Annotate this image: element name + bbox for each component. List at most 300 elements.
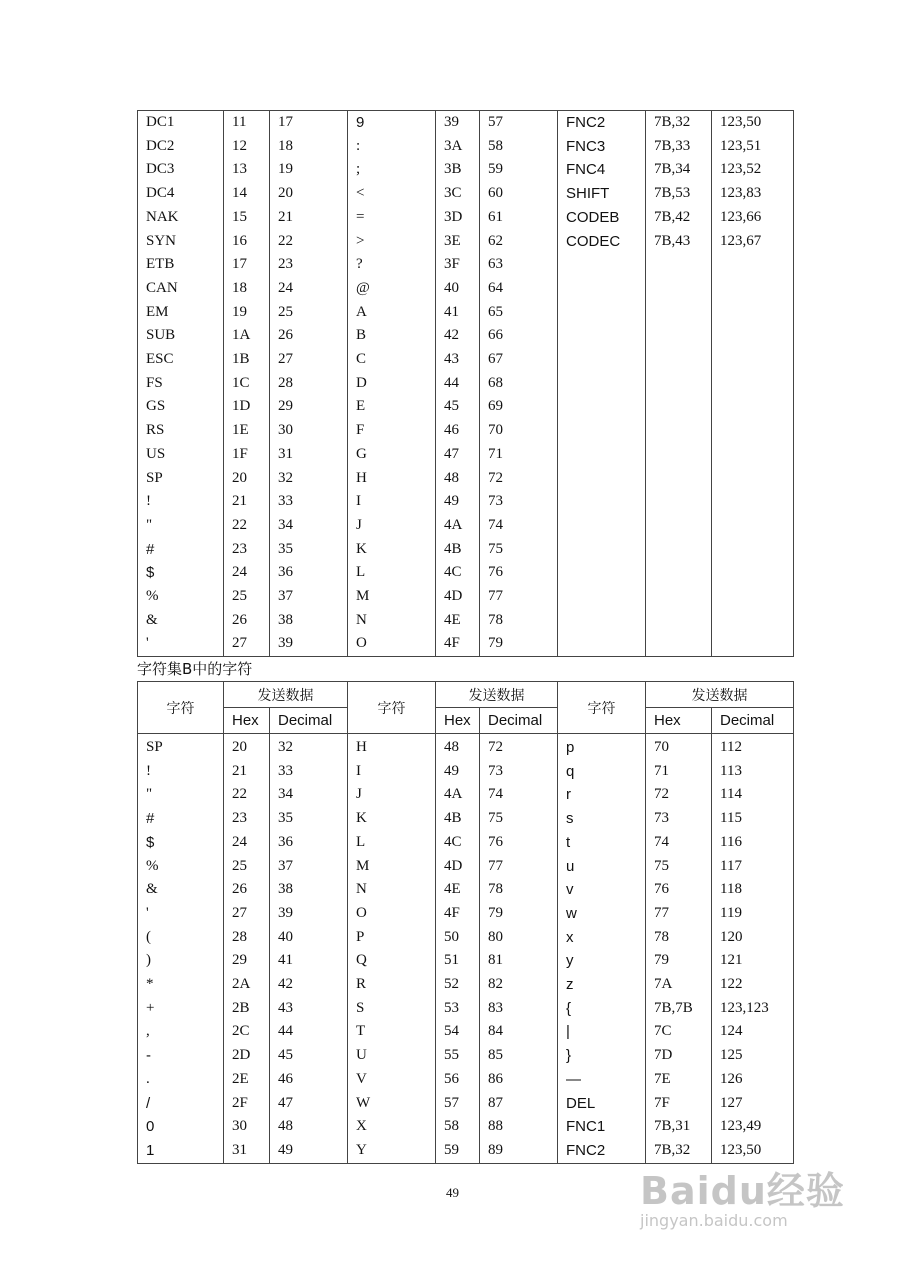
watermark-url: jingyan.baidu.com [640, 1211, 788, 1230]
cell-decimal: 125 [712, 1044, 794, 1068]
cell-hex: 7B,42 [646, 206, 712, 230]
cell-decimal: 30 [270, 419, 348, 443]
cell-char [558, 253, 646, 277]
cell-char: E [348, 395, 436, 419]
cell-char: Y [348, 1139, 436, 1163]
cell-decimal: 120 [712, 926, 794, 950]
cell-hex: 7B,32 [646, 1139, 712, 1163]
cell-char: ? [348, 253, 436, 277]
table-row [138, 372, 794, 396]
cell-char: $ [138, 561, 224, 585]
cell-char: t [558, 831, 646, 855]
cell-decimal: 117 [712, 855, 794, 879]
cell-hex: 27 [224, 902, 270, 926]
cell-decimal: 36 [270, 831, 348, 855]
cell-hex: 16 [224, 230, 270, 254]
table-row [138, 182, 794, 206]
cell-decimal [712, 372, 794, 396]
cell-char: SUB [138, 324, 224, 348]
header-char: 字符 [138, 682, 224, 734]
cell-decimal: 24 [270, 277, 348, 301]
cell-hex: 3F [436, 253, 480, 277]
cell-decimal: 72 [480, 734, 558, 760]
cell-hex: 3B [436, 158, 480, 182]
cell-hex: 3C [436, 182, 480, 206]
cell-char: M [348, 855, 436, 879]
table-row [138, 807, 794, 831]
character-set-b-table [137, 681, 794, 1164]
cell-decimal: 82 [480, 973, 558, 997]
cell-char [558, 609, 646, 633]
cell-decimal: 38 [270, 878, 348, 902]
cell-decimal: 28 [270, 372, 348, 396]
cell-hex: 56 [436, 1068, 480, 1092]
cell-char: % [138, 855, 224, 879]
cell-decimal: 75 [480, 807, 558, 831]
cell-decimal: 59 [480, 158, 558, 182]
cell-hex: 14 [224, 182, 270, 206]
cell-decimal: 44 [270, 1020, 348, 1044]
cell-decimal [712, 632, 794, 656]
cell-decimal: 17 [270, 111, 348, 135]
cell-hex: 24 [224, 561, 270, 585]
cell-hex: 25 [224, 585, 270, 609]
cell-char [558, 467, 646, 491]
cell-decimal: 119 [712, 902, 794, 926]
cell-decimal: 123,49 [712, 1115, 794, 1139]
cell-hex: 41 [436, 301, 480, 325]
cell-char: NAK [138, 206, 224, 230]
header-send-data: 发送数据 [436, 682, 558, 708]
cell-decimal [712, 538, 794, 562]
table-row [138, 1115, 794, 1139]
cell-char: US [138, 443, 224, 467]
cell-decimal: 18 [270, 135, 348, 159]
cell-char [558, 585, 646, 609]
header-send-data: 发送数据 [224, 682, 348, 708]
cell-hex [646, 348, 712, 372]
cell-char: s [558, 807, 646, 831]
cell-decimal: 37 [270, 585, 348, 609]
cell-hex: 79 [646, 949, 712, 973]
cell-decimal: 88 [480, 1115, 558, 1139]
cell-hex: 31 [224, 1139, 270, 1163]
cell-hex: 4B [436, 538, 480, 562]
cell-hex: 70 [646, 734, 712, 760]
cell-char: r [558, 783, 646, 807]
cell-char [558, 301, 646, 325]
cell-char: ! [138, 490, 224, 514]
cell-char: SP [138, 734, 224, 760]
cell-hex: 2D [224, 1044, 270, 1068]
cell-hex: 27 [224, 632, 270, 656]
cell-hex: 1A [224, 324, 270, 348]
cell-char [558, 561, 646, 585]
cell-char: " [138, 783, 224, 807]
cell-decimal: 115 [712, 807, 794, 831]
cell-decimal: 29 [270, 395, 348, 419]
cell-decimal: 83 [480, 997, 558, 1021]
cell-char: # [138, 538, 224, 562]
cell-hex: 28 [224, 926, 270, 950]
cell-hex [646, 561, 712, 585]
cell-hex: 7B,31 [646, 1115, 712, 1139]
cell-hex: 7A [646, 973, 712, 997]
cell-decimal: 58 [480, 135, 558, 159]
cell-decimal: 45 [270, 1044, 348, 1068]
cell-decimal: 126 [712, 1068, 794, 1092]
table-row [138, 949, 794, 973]
cell-char: W [348, 1092, 436, 1116]
cell-char [558, 490, 646, 514]
cell-char: SP [138, 467, 224, 491]
table-row [138, 632, 794, 656]
cell-decimal [712, 490, 794, 514]
cell-char: - [138, 1044, 224, 1068]
cell-char: $ [138, 831, 224, 855]
cell-decimal: 113 [712, 760, 794, 784]
cell-hex [646, 419, 712, 443]
cell-decimal: 87 [480, 1092, 558, 1116]
cell-hex: 7B,43 [646, 230, 712, 254]
cell-char: ESC [138, 348, 224, 372]
cell-char: N [348, 878, 436, 902]
cell-hex: 4D [436, 585, 480, 609]
cell-decimal: 20 [270, 182, 348, 206]
cell-decimal: 124 [712, 1020, 794, 1044]
cell-decimal: 65 [480, 301, 558, 325]
cell-decimal: 41 [270, 949, 348, 973]
cell-hex: 4A [436, 514, 480, 538]
cell-decimal: 37 [270, 855, 348, 879]
cell-hex: 49 [436, 760, 480, 784]
cell-char: X [348, 1115, 436, 1139]
cell-char: M [348, 585, 436, 609]
cell-hex: 21 [224, 760, 270, 784]
table-row [138, 609, 794, 633]
watermark-logo: Baidu经验 [640, 1169, 845, 1213]
cell-hex: 13 [224, 158, 270, 182]
cell-hex: 26 [224, 878, 270, 902]
cell-decimal: 35 [270, 807, 348, 831]
cell-decimal: 81 [480, 949, 558, 973]
cell-hex: 44 [436, 372, 480, 396]
cell-hex: 59 [436, 1139, 480, 1163]
cell-char: @ [348, 277, 436, 301]
cell-hex: 47 [436, 443, 480, 467]
cell-char: EM [138, 301, 224, 325]
cell-decimal: 69 [480, 395, 558, 419]
table-row [138, 1020, 794, 1044]
cell-hex [646, 253, 712, 277]
table-row [138, 973, 794, 997]
cell-hex: 42 [436, 324, 480, 348]
table-row [138, 831, 794, 855]
cell-hex: 2F [224, 1092, 270, 1116]
cell-decimal: 76 [480, 561, 558, 585]
cell-char [558, 372, 646, 396]
cell-char: < [348, 182, 436, 206]
cell-char: & [138, 609, 224, 633]
cell-hex: 20 [224, 734, 270, 760]
table-row [138, 1044, 794, 1068]
cell-hex: 48 [436, 734, 480, 760]
cell-decimal: 46 [270, 1068, 348, 1092]
cell-hex: 7E [646, 1068, 712, 1092]
cell-hex: 46 [436, 419, 480, 443]
cell-char: SYN [138, 230, 224, 254]
cell-char: V [348, 1068, 436, 1092]
cell-hex: 1C [224, 372, 270, 396]
cell-decimal: 72 [480, 467, 558, 491]
table-row [138, 324, 794, 348]
cell-char: q [558, 760, 646, 784]
cell-decimal: 64 [480, 277, 558, 301]
cell-char [558, 538, 646, 562]
cell-decimal: 73 [480, 760, 558, 784]
cell-hex [646, 372, 712, 396]
cell-char: # [138, 807, 224, 831]
cell-hex [646, 609, 712, 633]
cell-decimal: 121 [712, 949, 794, 973]
cell-hex: 72 [646, 783, 712, 807]
cell-char: S [348, 997, 436, 1021]
cell-hex: 39 [436, 111, 480, 135]
header-hex: Hex [436, 708, 480, 734]
cell-char: U [348, 1044, 436, 1068]
cell-char: . [138, 1068, 224, 1092]
cell-hex: 48 [436, 467, 480, 491]
cell-hex: 3E [436, 230, 480, 254]
cell-decimal: 118 [712, 878, 794, 902]
cell-hex: 7B,32 [646, 111, 712, 135]
table-row [138, 514, 794, 538]
cell-hex: 2B [224, 997, 270, 1021]
cell-decimal: 61 [480, 206, 558, 230]
cell-decimal: 79 [480, 632, 558, 656]
cell-char: DC1 [138, 111, 224, 135]
cell-hex: 52 [436, 973, 480, 997]
cell-hex: 4C [436, 561, 480, 585]
table-row [138, 395, 794, 419]
cell-char: I [348, 760, 436, 784]
cell-decimal: 78 [480, 878, 558, 902]
cell-char: SHIFT [558, 182, 646, 206]
cell-hex: 71 [646, 760, 712, 784]
cell-char: FNC2 [558, 1139, 646, 1163]
cell-hex: 49 [436, 490, 480, 514]
header-decimal: Decimal [480, 708, 558, 734]
table-row [138, 1092, 794, 1116]
cell-char: : [348, 135, 436, 159]
cell-decimal: 40 [270, 926, 348, 950]
cell-char: DC4 [138, 182, 224, 206]
cell-char: J [348, 783, 436, 807]
table-caption: 字符集B中的字符 [137, 660, 253, 678]
cell-hex: 23 [224, 807, 270, 831]
cell-char: 0 [138, 1115, 224, 1139]
cell-char: } [558, 1044, 646, 1068]
cell-decimal [712, 301, 794, 325]
cell-decimal [712, 467, 794, 491]
cell-char: 1 [138, 1139, 224, 1163]
cell-char: I [348, 490, 436, 514]
cell-char [558, 324, 646, 348]
cell-decimal [712, 324, 794, 348]
cell-char: + [138, 997, 224, 1021]
cell-decimal: 26 [270, 324, 348, 348]
table-row [138, 585, 794, 609]
cell-decimal [712, 585, 794, 609]
table-row [138, 538, 794, 562]
cell-hex: 15 [224, 206, 270, 230]
baidu-watermark [640, 1160, 845, 1230]
cell-hex: 22 [224, 514, 270, 538]
cell-char: / [138, 1092, 224, 1116]
cell-char: * [138, 973, 224, 997]
cell-hex: 75 [646, 855, 712, 879]
cell-hex: 54 [436, 1020, 480, 1044]
cell-hex [646, 490, 712, 514]
page-number: 49 [446, 1185, 459, 1200]
cell-hex: 7F [646, 1092, 712, 1116]
cell-char: | [558, 1020, 646, 1044]
cell-hex: 25 [224, 855, 270, 879]
cell-decimal: 36 [270, 561, 348, 585]
cell-decimal: 74 [480, 514, 558, 538]
cell-hex: 43 [436, 348, 480, 372]
cell-hex: 4B [436, 807, 480, 831]
cell-hex: 19 [224, 301, 270, 325]
cell-char: 9 [348, 111, 436, 135]
cell-char: ( [138, 926, 224, 950]
cell-char [558, 419, 646, 443]
table-row [138, 902, 794, 926]
cell-hex: 22 [224, 783, 270, 807]
cell-hex: 4A [436, 783, 480, 807]
cell-decimal: 38 [270, 609, 348, 633]
cell-decimal [712, 609, 794, 633]
cell-char: B [348, 324, 436, 348]
cell-hex: 50 [436, 926, 480, 950]
table-row [138, 760, 794, 784]
cell-char: D [348, 372, 436, 396]
cell-char: FS [138, 372, 224, 396]
cell-char: " [138, 514, 224, 538]
cell-decimal: 34 [270, 783, 348, 807]
cell-char: z [558, 973, 646, 997]
cell-hex: 2E [224, 1068, 270, 1092]
cell-decimal: 112 [712, 734, 794, 760]
table-row [138, 419, 794, 443]
cell-decimal: 79 [480, 902, 558, 926]
cell-decimal: 123,50 [712, 111, 794, 135]
character-table-continued [137, 110, 794, 657]
cell-decimal: 71 [480, 443, 558, 467]
header-hex: Hex [224, 708, 270, 734]
cell-hex: 74 [646, 831, 712, 855]
cell-hex: 4D [436, 855, 480, 879]
cell-decimal [712, 253, 794, 277]
cell-char: CODEB [558, 206, 646, 230]
cell-hex [646, 443, 712, 467]
cell-decimal [712, 348, 794, 372]
cell-decimal: 68 [480, 372, 558, 396]
cell-hex: 7B,33 [646, 135, 712, 159]
cell-hex [646, 324, 712, 348]
cell-char: % [138, 585, 224, 609]
cell-decimal: 22 [270, 230, 348, 254]
cell-hex [646, 277, 712, 301]
cell-hex: 23 [224, 538, 270, 562]
table-row [138, 158, 794, 182]
cell-decimal: 123,52 [712, 158, 794, 182]
cell-decimal: 39 [270, 902, 348, 926]
cell-decimal: 63 [480, 253, 558, 277]
cell-char: DEL [558, 1092, 646, 1116]
cell-hex: 2A [224, 973, 270, 997]
cell-char: — [558, 1068, 646, 1092]
cell-decimal: 39 [270, 632, 348, 656]
cell-hex: 26 [224, 609, 270, 633]
cell-hex: 58 [436, 1115, 480, 1139]
header-char: 字符 [558, 682, 646, 734]
cell-char: FNC2 [558, 111, 646, 135]
cell-decimal: 33 [270, 490, 348, 514]
cell-decimal: 34 [270, 514, 348, 538]
table-row [138, 878, 794, 902]
cell-hex: 30 [224, 1115, 270, 1139]
table-row [138, 348, 794, 372]
header-send-data: 发送数据 [646, 682, 794, 708]
cell-hex: 51 [436, 949, 480, 973]
cell-char: O [348, 902, 436, 926]
cell-char: L [348, 561, 436, 585]
cell-char: CAN [138, 277, 224, 301]
cell-decimal: 77 [480, 585, 558, 609]
cell-decimal: 62 [480, 230, 558, 254]
cell-char: GS [138, 395, 224, 419]
cell-char: x [558, 926, 646, 950]
cell-char: K [348, 538, 436, 562]
cell-decimal: 57 [480, 111, 558, 135]
header-decimal: Decimal [270, 708, 348, 734]
cell-char: K [348, 807, 436, 831]
table-row [138, 277, 794, 301]
cell-char: FNC3 [558, 135, 646, 159]
cell-char: v [558, 878, 646, 902]
cell-hex: 7B,7B [646, 997, 712, 1021]
cell-hex: 7C [646, 1020, 712, 1044]
cell-hex: 7D [646, 1044, 712, 1068]
cell-decimal: 19 [270, 158, 348, 182]
cell-char: FNC4 [558, 158, 646, 182]
cell-hex: 3A [436, 135, 480, 159]
cell-decimal: 89 [480, 1139, 558, 1163]
table-row [138, 301, 794, 325]
cell-hex: 29 [224, 949, 270, 973]
table-row [138, 561, 794, 585]
cell-decimal: 86 [480, 1068, 558, 1092]
cell-hex: 4F [436, 902, 480, 926]
header-decimal: Decimal [712, 708, 794, 734]
cell-char: ' [138, 902, 224, 926]
cell-decimal: 60 [480, 182, 558, 206]
cell-char: { [558, 997, 646, 1021]
table-row [138, 230, 794, 254]
cell-hex: 57 [436, 1092, 480, 1116]
cell-hex: 7B,34 [646, 158, 712, 182]
